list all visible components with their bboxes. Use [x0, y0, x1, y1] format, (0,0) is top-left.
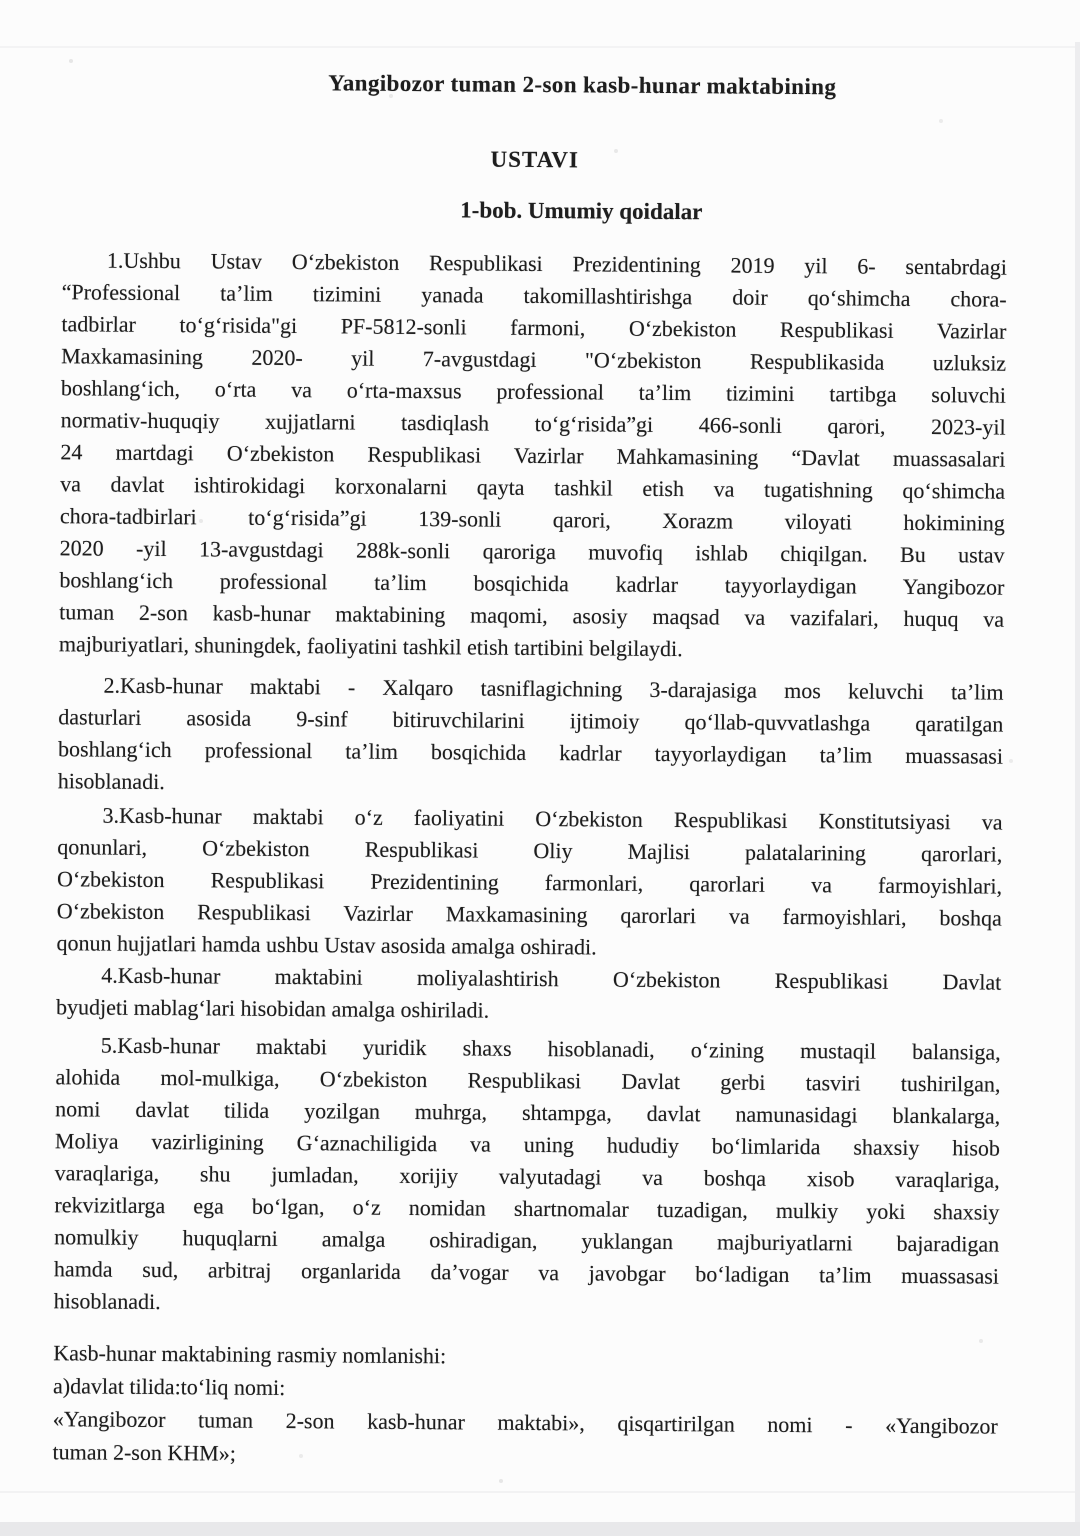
- scan-artifact-right-edge: [1075, 42, 1080, 1522]
- text-line: majburiyatlari, shuningdek, faoliyatini tashkil etish tartibini belgilaydi.: [58, 631, 683, 662]
- paragraph: [58, 669, 1004, 804]
- text-line: hamda sud, arbitraj organlarida da’vogar va javobgar bo‘ladigan ta’lim muassasasi: [53, 1256, 1000, 1289]
- page-title: Yangibozor tuman 2-son kasb-hunar maktabining: [328, 70, 837, 100]
- text-line: tuman 2-son kasb-hunar maktabining maqomi, asosiy maqsad va vazifalari, huquq va: [59, 599, 1005, 632]
- footer-block: [52, 1336, 998, 1475]
- paragraph: [56, 799, 1002, 966]
- text-line: 4.Kasb-hunar maktabini moliyalashtirish O‘zbekiston Respublikasi Davlat: [101, 962, 1002, 995]
- text-line: byudjeti mablag‘lari hisobidan amalga oshiriladi.: [55, 994, 490, 1023]
- paragraph: [56, 959, 1001, 1030]
- text-line: O‘zbekiston Respublikasi Vazirlar Maxkamasining qarorlari va farmoyishlari, boshqa: [56, 898, 1002, 931]
- text-line: qonun hujjatlari hamda ushbu Ustav asosida amalga oshiradi.: [56, 930, 597, 960]
- text-line: hisoblanadi.: [57, 768, 165, 795]
- text-line: va davlat ishtirokidagi korxonalarni qayta tashkil etish va tugatishning qo‘shimcha: [60, 471, 1006, 504]
- text-line: Maxkamasining 2020- yil 7-avgustdagi "O‘zbekiston Respublikasida uzluksiz: [61, 343, 1007, 376]
- text-line: nomi davlat tilida yozilgan muhrga, shtampga, davlat namunasidagi blankalarga,: [55, 1096, 1001, 1129]
- text-line: chora-tadbirlari to‘g‘risida”gi 139-sonli qarori, Xorazm viloyati hokimining: [59, 503, 1005, 536]
- text-line: «Yangibozor tuman 2-son kasb-hunar maktabi», qisqartirilgan nomi - «Yangibozor: [52, 1406, 998, 1439]
- text-line: 5.Kasb-hunar maktabi yuridik shaxs hisoblanadi, o‘zining mustaqil balansiga,: [100, 1032, 1001, 1065]
- chapter-heading: 1-bob. Umumiy qoidalar: [460, 197, 703, 225]
- text-line: 3.Kasb-hunar maktabi o‘z faoliyatini O‘zbekiston Respublikasi Konstitutsiyasi va: [102, 802, 1003, 835]
- text-line: tuman 2-son KHM»;: [52, 1439, 236, 1466]
- text-line: 1.Ushbu Ustav O‘zbekiston Respublikasi Prezidentining 2019 yil 6- sentabrdagi: [106, 247, 1007, 280]
- text-line: hisoblanadi.: [53, 1288, 161, 1315]
- paragraph: [54, 1029, 1001, 1324]
- text-line: 2.Kasb-hunar maktabi - Xalqaro tasniflagichning 3-darajasiga mos keluvchi ta’lim: [103, 672, 1004, 705]
- text-line: boshlang‘ich, o‘rta va o‘rta-maxsus professional ta’lim tizimini tartibga soluvchi: [60, 375, 1006, 408]
- text-line: Moliya vazirligining G‘aznachiligida va uning hududiy bo‘limlarida shaxsiy hisob: [54, 1128, 1001, 1161]
- text-line: dasturlari asosida 9-sinf bitiruvchilarini ijtimoiy qo‘llab-quvvatlashga qaratilgan: [58, 704, 1004, 737]
- text-line: varaqlariga, shu jumladan, xorijiy valyutadagi va boshqa xisob varaqlariga,: [54, 1160, 1000, 1193]
- text-line: boshlang‘ich professional ta’lim bosqichida kadrlar tayyorlaydigan ta’lim muassasasi: [57, 736, 1004, 769]
- scan-artifact-top-line: [0, 46, 1080, 48]
- body-text: [52, 244, 1007, 1475]
- text-line: “Professional ta’lim tizimini yanada takomillashtirishga doir qo‘shimcha chora-: [61, 279, 1007, 312]
- text-line: qonunlari, O‘zbekiston Respublikasi Oliy Majlisi palatalarining qarorlari,: [57, 834, 1003, 867]
- document-subtitle: USTAVI: [490, 146, 579, 173]
- scan-artifact-bottom-strip: [0, 1522, 1080, 1536]
- text-line: O‘zbekiston Respublikasi Prezidentining farmonlari, qarorlari va farmoyishlari,: [56, 866, 1003, 899]
- text-line: boshlang‘ich professional ta’lim bosqichida kadrlar tayyorlaydigan Yangibozor: [59, 567, 1005, 600]
- scan-speckles: [0, 0, 2, 2]
- scan-artifact-bottom-line: [0, 1491, 1080, 1493]
- text-line: Kasb-hunar maktabining rasmiy nomlanishi:: [53, 1340, 447, 1369]
- paragraph: [59, 244, 1007, 667]
- paragraphs: [54, 244, 1007, 1324]
- text-line: alohida mol-mulkiga, O‘zbekiston Respublikasi Davlat gerbi tasviri tushirilgan,: [55, 1064, 1001, 1097]
- text-line: nomulkiy huquqlarni amalga oshiradigan, yuklangan majburiyatlarni bajaradigan: [54, 1224, 1000, 1257]
- text-line: normativ-huquqiy xujjatlarni tasdiqlash to‘g‘risida”gi 466-sonli qarori, 2023-yil: [60, 407, 1006, 440]
- text-line: 2020 -yil 13-avgustdagi 288k-sonli qaroriga muvofiq ishlab chiqilgan. Bu ustav: [59, 535, 1005, 568]
- text-line: a)davlat tilida:to‘liq nomi:: [52, 1373, 286, 1401]
- text-line: rekvizitlarga ega bo‘lgan, o‘z nomidan shartnomalar tuzadigan, mulkiy yoki shaxsiy: [54, 1192, 1000, 1225]
- text-line: 24 martdagi O‘zbekiston Respublikasi Vazirlar Mahkamasining “Davlat muassasalari: [60, 439, 1006, 472]
- text-line: tadbirlar to‘g‘risida"gi PF-5812-sonli farmoni, O‘zbekiston Respublikasi Vazirlar: [61, 311, 1007, 344]
